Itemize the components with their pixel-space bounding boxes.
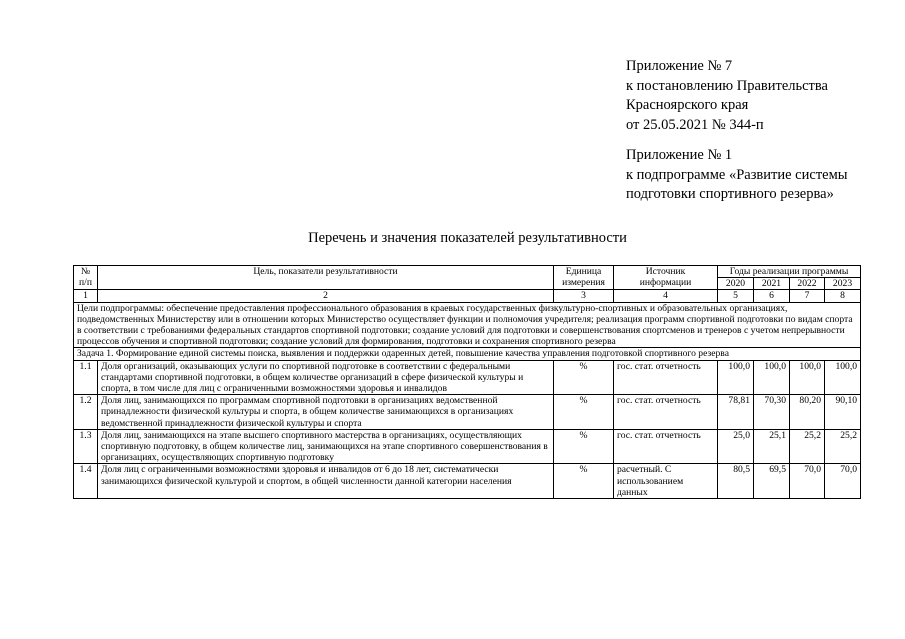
- column-number-row: [74, 290, 861, 302]
- header-num: [74, 266, 98, 290]
- col-number: 2: [98, 290, 554, 302]
- row-indicator: Доля организаций, оказывающих услуги по спортивной подготовке в соответствии с федеральными стандартами спортивной подготовки, в общем количестве организаций в сфере физической культуры и спорта, в том числе для лиц с ограниченными возможностями здоровья и инвалидов: [98, 360, 554, 395]
- row-source: гос. стат. отчетность: [614, 429, 718, 464]
- header-unit: [554, 266, 614, 290]
- row-number: 1.3: [74, 429, 98, 464]
- goal-row: [74, 302, 861, 348]
- row-value-2020: 78,81: [718, 395, 754, 430]
- row-value-2023: 90,10: [825, 395, 861, 430]
- row-value-2020: 25,0: [718, 429, 754, 464]
- header-unit-line1: Единица: [565, 266, 602, 277]
- row-indicator: Доля лиц, занимающихся по программам спортивной подготовки в организациях ведомственной принадлежности физической культуры и спорта, в общем количестве занимающихся в организациях ведомственной принадлежности физической культуры и спорта: [98, 395, 554, 430]
- row-value-2021: 25,1: [754, 429, 790, 464]
- row-value-2023: 25,2: [825, 429, 861, 464]
- row-number: 1.1: [74, 360, 98, 395]
- goal-text: Цели подпрограммы: обеспечение предоставления профессионального образования в краевых государственных физкультурно-спортивных и образовательных организациях, подведомственных Министерству или в отношении которых Министерство осуществляет функции и полномочия учредителя; реализация программ спортивной подготовки по видам спорта в соответствии с требованиями федеральных стандартов спортивной подготовки; создание условий для подготовки и совершенствования спортсменов и тренеров с учетом непрерывности процессов обучения и спортивной подготовки; создание условий для формирования, подготовки и сохранения спортивного резерва: [74, 302, 861, 348]
- row-unit: %: [554, 395, 614, 430]
- appendix-7-line2: к постановлению Правительства: [626, 77, 828, 94]
- row-source: гос. стат. отчетность: [614, 360, 718, 395]
- row-value-2021: 69,5: [754, 464, 790, 499]
- task-row: [74, 348, 861, 360]
- appendix-7-line1: Приложение № 7: [626, 58, 733, 74]
- row-unit: %: [554, 464, 614, 499]
- row-indicator: Доля лиц с ограниченными возможностями здоровья и инвалидов от 6 до 18 лет, систематически занимающихся физической культурой и спортом, в общей численности данной категории населения: [98, 464, 554, 499]
- row-value-2020: 80,5: [718, 464, 754, 499]
- col-number: 1: [74, 290, 98, 302]
- appendix-7-line3: Красноярского края: [626, 97, 749, 113]
- row-value-2021: 100,0: [754, 360, 790, 395]
- header-year-2020: 2020: [718, 278, 754, 290]
- appendix-7-line4: от 25.05.2021 № 344-п: [626, 116, 764, 133]
- table-header-row-1: [74, 266, 861, 278]
- table-row: [74, 429, 861, 464]
- row-value-2023: 70,0: [825, 464, 861, 499]
- appendix-1-line3: подготовки спортивного резерва»: [626, 186, 834, 202]
- row-value-2021: 70,30: [754, 395, 790, 430]
- header-source-line1: Источник: [645, 266, 686, 277]
- col-number: 5: [718, 290, 754, 302]
- col-number: 6: [754, 290, 790, 302]
- header-years: Годы реализации программы: [718, 266, 861, 278]
- col-number: 7: [790, 290, 825, 302]
- row-value-2022: 25,2: [790, 429, 825, 464]
- row-number: 1.2: [74, 395, 98, 430]
- task-text: Задача 1. Формирование единой системы поиска, выявления и поддержки одаренных детей, повышение качества управления подготовкой спортивного резерва: [74, 348, 861, 360]
- col-number: 3: [554, 290, 614, 302]
- col-number: 8: [825, 290, 861, 302]
- row-indicator: Доля лиц, занимающихся на этапе высшего спортивного мастерства в организациях, осуществляющих спортивную подготовку, в общем количестве лиц, занимающихся на этапе спортивного совершенствования в организациях, осуществляющих спортивную подготовку: [98, 429, 554, 464]
- row-source: гос. стат. отчетность: [614, 395, 718, 430]
- col-number: 4: [614, 290, 718, 302]
- header-num-line2: п/п: [79, 277, 92, 289]
- document-title: Перечень и значения показателей результативности: [308, 230, 627, 246]
- row-unit: %: [554, 360, 614, 395]
- row-unit: %: [554, 429, 614, 464]
- header-goal: Цель, показатели результативности: [98, 266, 554, 290]
- row-value-2020: 100,0: [718, 360, 754, 395]
- indicators-table: [73, 265, 861, 499]
- appendix-1-line1: Приложение № 1: [626, 147, 733, 163]
- appendix-7-header: [626, 57, 828, 135]
- appendix-1-header: [626, 146, 848, 205]
- row-source: расчетный. С использованием данных: [614, 464, 718, 499]
- row-value-2022: 100,0: [790, 360, 825, 395]
- table-row: [74, 464, 861, 499]
- header-year-2022: 2022: [790, 278, 825, 290]
- row-value-2022: 70,0: [790, 464, 825, 499]
- header-year-2023: 2023: [825, 278, 861, 290]
- row-number: 1.4: [74, 464, 98, 499]
- header-year-2021: 2021: [754, 278, 790, 290]
- header-source: [614, 266, 718, 290]
- row-value-2022: 80,20: [790, 395, 825, 430]
- row-value-2023: 100,0: [825, 360, 861, 395]
- appendix-1-line2: к подпрограмме «Развитие системы: [626, 166, 848, 183]
- header-unit-line2: измерения: [562, 277, 605, 289]
- header-source-line2: информации: [639, 277, 692, 289]
- header-num-line1: №: [80, 266, 91, 277]
- table-row: [74, 395, 861, 430]
- table-row: [74, 360, 861, 395]
